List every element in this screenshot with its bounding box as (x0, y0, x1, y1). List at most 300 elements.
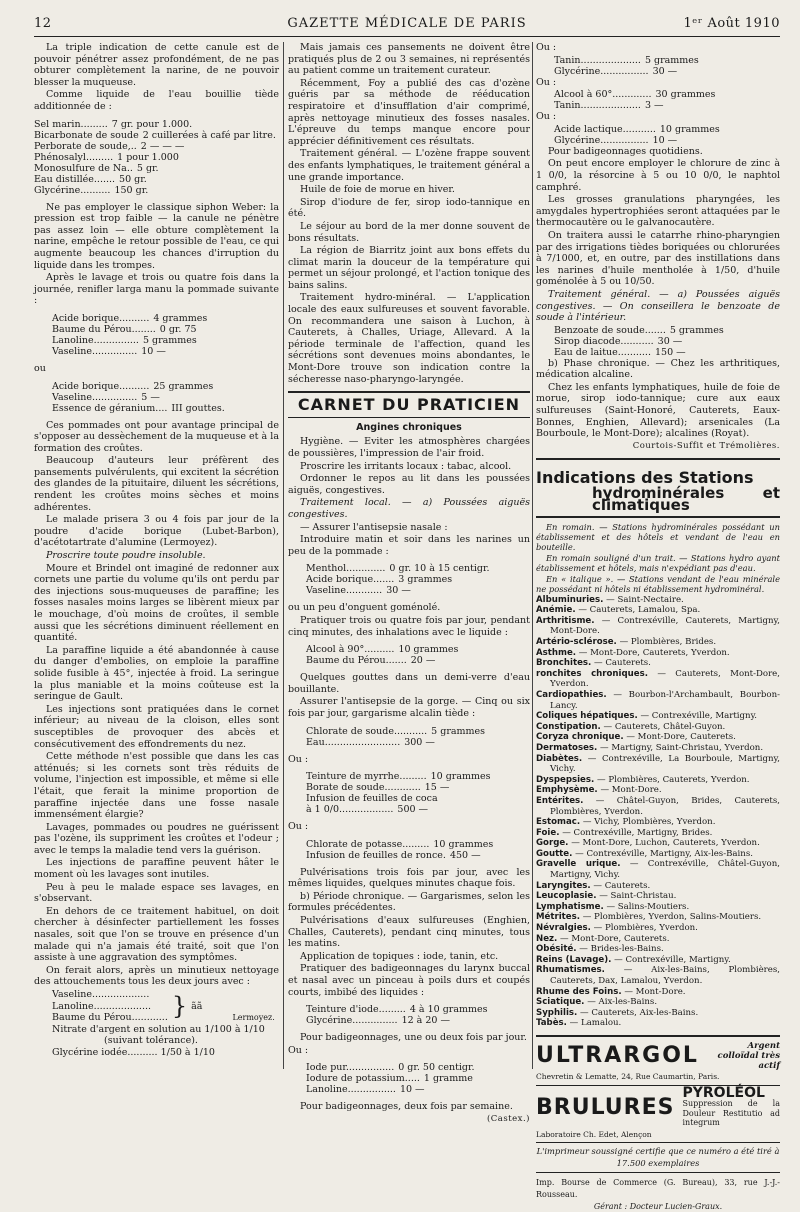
formula-line (306, 1073, 530, 1084)
ingredient: Teinture d'iode......... (306, 1004, 406, 1016)
indication: Constipation. (536, 721, 601, 732)
ingredient: Acide lactique........... (554, 123, 656, 135)
station-names: — Châtel-Guyon, Brides, Cauterets, Plombières, Yverdon. (550, 795, 781, 817)
ingredient: Alcool à 60°............. (554, 89, 652, 101)
quantity: 2 — — — (140, 140, 185, 152)
station-names: — Aix-les-Bains, Plombières, Cauterets, Dax, Lamalou, Yverdon. (550, 965, 781, 986)
formula-line (554, 66, 780, 77)
station-names: — Bourbon-l'Archambault, Bourbon-Lancy. (550, 689, 781, 711)
station-names: — Aix-les-Bains. (587, 997, 658, 1008)
station-names: — Cauterets, Lamalou, Spa. (578, 605, 701, 616)
station-entry (536, 881, 780, 892)
paragraph: Traitement local. — a) Poussées aiguës congestives. (288, 497, 530, 520)
station-names: — Mont-Dore, Cauterets. (560, 933, 670, 944)
station-entry (536, 987, 780, 998)
indication: Anémie. (536, 605, 576, 616)
formula-line (306, 644, 530, 655)
ingredient: Vaseline............... (52, 345, 138, 357)
indication: Leucoplasie. (536, 891, 597, 902)
issue-date: 1ᵉʳ Août 1910 (683, 16, 780, 31)
ingredient: Infusion de feuilles de coca (306, 793, 438, 805)
print-run-note: L'imprimeur soussigné certifie que ce numéro a été tiré à 17.500 exemplaires (536, 1146, 780, 1173)
quantity: 30 — (652, 65, 678, 77)
indication: Artério-sclérose. (536, 637, 617, 647)
station-names: — Cauterets. (593, 880, 651, 891)
station-entry (536, 775, 780, 786)
ingredient: Sel marin......... (34, 118, 108, 130)
formula-line: Nitrate d'argent en solution au 1/100 à 1/10 (52, 1023, 265, 1035)
quantity: 10 grammes (659, 123, 720, 135)
paragraph: Moure et Brindel ont imaginé de redonner aux cornets une partie du volume qu'ils ont perdu par des injections sous-muqueuses de paraffine; les fosses nasales moins larges se libèrent mieux par le mouchage, d'où moins de croûtes, il semble aussi que les sécrétions diminuent réellement en quantité. (34, 562, 279, 644)
ingredient: Phénosalyl......... (34, 151, 114, 163)
paragraph: On traitera aussi le catarrhe rhino-pharyngien par des irrigations tièdes boriquées ou chlorurées à 7/1000, et, en outre, par des instillations dans les narines d'huile mentholée à 1/50, d'huile goménolée à 5 ou 10/50. (536, 229, 780, 288)
station-names: — Contrexéville, Martigny. (640, 711, 758, 722)
station-entry (536, 796, 780, 817)
formula-line (306, 839, 530, 850)
indication: Nez. (536, 933, 558, 944)
station-names: — Mont-Dore. (624, 986, 686, 997)
formula-line (554, 135, 780, 146)
paragraph: — Assurer l'antisepsie nasale : (300, 521, 448, 533)
ad-details (682, 1084, 781, 1128)
station-entry (536, 912, 780, 923)
stations-title: Indications des Stations (536, 458, 780, 488)
formula (288, 839, 530, 861)
quantity: 5 grammes (669, 324, 724, 336)
quantity: 0 gr. 10 à 15 centigr. (389, 563, 490, 575)
ingredient: Alcool à 90°.......... (306, 644, 395, 656)
indication: Lymphatisme. (536, 901, 604, 912)
formula-line (34, 163, 279, 174)
station-names: — Contrexéville, Martigny, Aix-les-Bains. (575, 848, 753, 859)
legend-line: En romain souligné d'un trait. — Stations hydro ayant établissement et hôtels, mais n'expédiant pas d'eau. (536, 552, 780, 573)
ingredient: Iodure de potassium..... (306, 1073, 420, 1085)
indication: Obésité. (536, 944, 577, 955)
page-header (34, 8, 780, 37)
ingredient: Glycérine................ (554, 65, 649, 77)
formula (288, 771, 530, 815)
formula-line (306, 782, 530, 793)
quantity: 1 gramme (423, 1073, 473, 1085)
station-names: — Contrexéville, Martigny. (614, 954, 731, 965)
quantity: 150 — (654, 346, 686, 358)
paragraph: Huile de foie de morue en hiver. (300, 184, 455, 196)
paragraph: Pratiquer trois ou quatre fois par jour, pendant cinq minutes, des inhalations avec le liquide : (288, 614, 530, 638)
ingredient: à 1 0/0.................. (306, 804, 394, 816)
column-2 (288, 42, 530, 1126)
ad-tagline: Suppression de la Douleur Restitutio ad integrum (682, 1099, 780, 1128)
paragraph: Hygiène. — Eviter les atmosphères chargées de poussières, l'impression de l'air froid. (288, 436, 530, 459)
quantity: 300 — (404, 736, 435, 748)
ingredient: Eau......................... (306, 736, 401, 748)
paragraph: Pour badigeonnages, une ou deux fois par jour. (300, 1032, 527, 1044)
formula-line (52, 346, 279, 357)
station-entry (536, 965, 780, 986)
paragraph: Cette méthode n'est possible que dans les cas atténués; si les cornets sont très réduits de volume, l'injection est impossible, et même si elle l'était, que ferait la minime proportion de paraffine injectée dans une fosse nasale immensément élargie? (34, 751, 279, 821)
ingredient: Bicarbonate de soude (34, 129, 139, 141)
ingredient: Baume du Pérou........ (52, 323, 156, 335)
formula-line (306, 793, 530, 804)
station-names: — Contrexéville, Cauterets, Martigny, Mont-Dore. (550, 615, 780, 637)
formula-line (34, 119, 279, 130)
formula-line (554, 100, 780, 111)
quantity: 15 — (424, 782, 450, 794)
quantity: 30 — (386, 585, 411, 597)
quantity: 10 — (652, 134, 678, 146)
formula-line: (suivant tolérance). (104, 1035, 198, 1047)
station-names: — Cauterets, Mont-Dore, Yverdon. (550, 668, 780, 690)
ingredient: Sirop diacode........... (554, 335, 654, 347)
paragraph: Application de topiques : iode, tanin, etc. (300, 950, 499, 962)
or-label: Ou : (536, 76, 557, 88)
ingredient: Menthol............. (306, 563, 386, 575)
station-entry (536, 595, 780, 606)
ingredient: Lanoline................ (306, 1084, 396, 1096)
station-names: — Contrexéville, Châtel-Guyon, Martigny, Vichy. (550, 859, 780, 881)
ingredient: Infusion de feuilles de ronce. (306, 849, 446, 861)
paragraph: Chez les enfants lymphatiques, huile de foie de morue, sirop iodo-tannique; cure aux eaux sulfureuses (Saint-Honoré, Cauterets, Eaux-Bonnes, Enghien, Allevard); arsenicales (La Bourboule, le Mont-Dore); alcalines (Royat). (536, 381, 780, 440)
or-label: Ou : (536, 42, 557, 53)
formula (288, 1004, 530, 1026)
formula-line (52, 403, 279, 414)
quantity: 150 gr. (114, 184, 149, 196)
formula-line (554, 336, 780, 347)
formula (34, 989, 279, 1024)
paragraph: Beaucoup d'auteurs leur préfèrent des pansements pulvérulents, qui excitent la sécrétion des glandes de la pituitaire, diluent les sécrétions, rendent les croûtes moins sèches et moins adhérentes. (34, 455, 279, 513)
quantity: 4 à 10 grammes (409, 1004, 488, 1016)
quantity: 10 grammes (433, 838, 494, 850)
quantity: 5 grammes (644, 54, 699, 66)
quantity: 500 — (397, 804, 429, 816)
formula-line (554, 325, 780, 336)
formula-line (52, 313, 279, 324)
paragraph: Pulvérisations d'eaux sulfureuses (Enghien, Challes, Cauterets), pendant cinq minutes, tous les matins. (288, 915, 530, 950)
station-entry (536, 1008, 780, 1019)
formula-line: Glycérine iodée.......... 1/50 à 1/10 (52, 1046, 215, 1058)
ingredient: Chlorate de soude........... (306, 725, 428, 737)
formula-line (554, 124, 780, 135)
paragraph: Mais jamais ces pansements ne doivent être pratiqués plus de 2 ou 3 semaines, ni représentés au patient comme un traitement curateur. (288, 42, 530, 77)
formula-line (554, 347, 780, 358)
station-names: — Saint-Nectaire. (606, 594, 684, 605)
indication: Arthritisme. (536, 615, 595, 626)
ingredient: Glycérine................ (554, 134, 649, 146)
or-label: ou (34, 362, 46, 374)
author-signature: Courtois-Suffit et Trémolières. (632, 440, 780, 451)
station-names: — Contrexéville, Martigny, Brides. (562, 827, 713, 838)
station-names: — Brides-les-Bains. (579, 944, 664, 955)
formula-line (34, 185, 279, 196)
ingredient: Baume du Pérou............ (52, 1012, 168, 1024)
formula (536, 124, 780, 146)
indication: Gorge. (536, 838, 569, 849)
section-subtitle: Angines chroniques (356, 421, 462, 433)
indication: Coryza chronique. (536, 732, 624, 743)
ingredient: Essence de géranium.... (52, 402, 168, 414)
station-entry (536, 955, 780, 966)
station-names: — Martigny, Saint-Christau, Yverdon. (600, 742, 764, 753)
column-1 (34, 42, 279, 1059)
station-entry (536, 722, 780, 733)
quantity: 3 — (644, 100, 664, 112)
formula-line (34, 174, 279, 185)
paragraph: Les grosses granulations pharyngées, les amygdales hypertrophiées seront attaquées par le thermocautère ou le galvanocautère. (536, 194, 780, 229)
station-entry (536, 828, 780, 839)
station-entry (536, 785, 780, 796)
formula-line (52, 381, 279, 392)
quantity: 5 grammes (142, 334, 197, 346)
indication: Névralgies. (536, 923, 591, 934)
ingredient: Iode pur................ (306, 1062, 395, 1074)
station-entry (536, 838, 780, 849)
paragraph: Les injections de paraffine peuvent hâter le moment où les lavages sont inutiles. (34, 857, 279, 881)
station-names: — Mont-Dore. (600, 785, 662, 796)
quantity: 10 — (399, 1084, 425, 1096)
station-names: — Lamalou. (569, 1018, 622, 1029)
station-entry (536, 732, 780, 743)
formula-line (306, 850, 530, 861)
formula (288, 1062, 530, 1095)
paragraph: Récemment, Foy a publié des cas d'ozène guéris par sa méthode de rééducation respiratoire et d'insufflation d'air comprimé, après nettoyage minutieux des fosses nasales. L'épreuve du temps manque encore pour apprécier définitivement ces résultats. (288, 77, 530, 147)
ingredient: Acide borique....... (306, 574, 395, 586)
ingredient: Eau de laitue........... (554, 346, 651, 358)
ingredient: Lanoline............... (52, 334, 139, 346)
station-entry (536, 658, 780, 669)
indication: Gravelle urique. (536, 859, 621, 870)
paragraph: Assurer l'antisepsie de la gorge. — Cinq ou six fois par jour, gargarisme alcalin tiède : (288, 696, 530, 719)
station-names: — Mont-Dore, Cauterets. (626, 732, 736, 743)
manager-line: Gérant : Docteur Lucien-Graux. (593, 1201, 723, 1211)
paragraph: Traitement hydro-minéral. — L'application locale des eaux sulfureuses et souvent favorable. On recommandera une saison à Luchon, à Cauterets, à Challes, Uriage, Allevard. A la période terminale de l'affection, quand les sécrétions sont devenues moins abondantes, le Mont-Dore trouve son indication contre la sécheresse naso-pharyngo-laryngée. (288, 292, 530, 385)
indication: Laryngites. (536, 880, 591, 891)
formula-line (52, 335, 279, 346)
station-entry (536, 690, 780, 711)
paragraph: En dehors de ce traitement habituel, on doit chercher à désinfecter partiellement les fosses nasales, soit que l'on se trouve en présence d'un malade qui n'a jamais été traité, soit que l'on assiste à une aggravation des symptômes. (34, 905, 279, 964)
indication: Albuminuries. (536, 594, 604, 605)
ad-ultrargol (536, 1035, 780, 1071)
ingredient: Vaseline............... (52, 391, 138, 403)
ad-brand: ULTRARGOL (536, 1043, 699, 1069)
formula-line (52, 392, 279, 403)
station-entry (536, 1018, 780, 1029)
ingredient: Tanin.................... (554, 54, 641, 66)
formula (288, 726, 530, 748)
quantity: 5 gr. (136, 162, 159, 174)
indication: Coliques hépatiques. (536, 711, 638, 722)
stations-list (536, 595, 780, 1029)
quantity: 10 grammes (398, 644, 459, 656)
station-entry (536, 605, 780, 616)
or-label: Ou : (536, 111, 557, 123)
formula-line (306, 737, 530, 748)
paragraph: Introduire matin et soir dans les narines un peu de la pommade : (288, 534, 530, 557)
station-names: — Mont-Dore, Luchon, Cauterets, Yverdon. (571, 838, 760, 849)
formula-line (306, 1084, 530, 1095)
or-label: Ou : (288, 1044, 309, 1056)
indication: Syphilis. (536, 1007, 578, 1018)
formula-line (306, 655, 530, 666)
ingredient: Teinture de myrrhe......... (306, 771, 427, 783)
formula-line (554, 55, 780, 66)
paragraph: b) Phase chronique. — Chez les arthritiques, médication alcaline. (536, 357, 780, 381)
paragraph: La triple indication de cette canule est de pouvoir pénétrer assez profondément, de ne pas obturer complètement la narine, de ne pouvoir blesser la muqueuse. (34, 42, 279, 88)
paragraph: Pour badigeonnages, deux fois par semaine. (300, 1101, 513, 1113)
indication: Reins (Lavage). (536, 954, 612, 965)
formula-line (306, 585, 530, 596)
indication: Rhume des Foins. (536, 986, 622, 997)
formula-quantity: ãã (191, 1000, 203, 1012)
formula-line (306, 1062, 530, 1073)
indication: Cardiopathies. (536, 689, 607, 700)
ingredient: Eau distillée....... (34, 173, 116, 185)
paragraph: Proscrire les irritants locaux : tabac, alcool. (300, 460, 512, 472)
indication: Goutte. (536, 848, 573, 859)
paragraph: Proscrire toute poudre insoluble. (46, 550, 206, 562)
formula-line (554, 89, 780, 100)
station-names: — Vichy, Plombières, Yverdon. (582, 817, 716, 828)
quantity: 10 — (141, 345, 166, 357)
formula-line (306, 804, 530, 815)
paragraph: Ces pommades ont pour avantage principal de s'opposer au dessèchement de la muqueuse et à la formation des croûtes. (34, 419, 279, 454)
formula (34, 119, 279, 196)
quantity: 1 pour 1.000 (117, 151, 179, 163)
paragraph: Traitement général. — L'ozène frappe souvent des enfants lymphatiques, le traitement général a une grande importance. (288, 148, 530, 183)
station-names: — Plombières, Yverdon. (593, 923, 698, 934)
ingredient: Benzoate de soude....... (554, 324, 666, 336)
station-entry (536, 859, 780, 880)
ad-brand: BRULURES (536, 1095, 675, 1121)
paragraph: On peut encore employer le chlorure de zinc à 1 0/0, la résorcine à 5 ou 10 0/0, le naphtol camphré. (536, 158, 780, 193)
quantity: 7 gr. pour 1.000. (111, 118, 193, 130)
station-entry (536, 849, 780, 860)
formula-line (306, 563, 530, 574)
station-names: — Cauterets, Châtel-Guyon. (603, 721, 726, 732)
ad-pyroleol (536, 1084, 780, 1128)
station-entry (536, 997, 780, 1008)
quantity: III gouttes. (171, 402, 225, 414)
paragraph: Comme liquide de l'eau bouillie tiède additionnée de : (34, 89, 279, 112)
indication: Métrites. (536, 912, 580, 923)
station-names: — Plombières, Brides. (619, 637, 717, 647)
station-entry (536, 817, 780, 828)
station-entry (536, 743, 780, 754)
formula-line (306, 771, 530, 782)
formula-line (34, 141, 279, 152)
stations-subtitle: hydrominérales et climatiques (536, 488, 780, 517)
formula-line (306, 574, 530, 585)
station-entry (536, 944, 780, 955)
formula (34, 313, 279, 357)
legend-line: En romain. — Stations hydrominérales possédant un établissement et des hôtels et vendant de l'eau en bouteille. (536, 521, 780, 552)
station-entry (536, 637, 780, 648)
indication: Diabètes. (536, 753, 583, 764)
paragraph: Ordonner le repos au lit dans les poussées aiguës, congestives. (288, 473, 530, 496)
quantity: 25 grammes (153, 380, 214, 392)
ingredient: Perborate de soude,.. (34, 140, 137, 152)
ingredient: Vaseline................... (52, 989, 150, 1000)
ingredient: Acide borique.......... (52, 380, 150, 392)
ad-tagline: Argent colloïdal très actif (717, 1040, 780, 1071)
quantity: 10 grammes (430, 771, 491, 783)
paragraph: Quelques gouttes dans un demi-verre d'eau bouillante. (288, 672, 530, 695)
formula (34, 381, 279, 414)
quantity: 0 gr. 50 centigr. (398, 1062, 475, 1074)
station-names: — Saint-Christau. (599, 891, 677, 902)
formula-line (306, 1015, 530, 1026)
quantity: 0 gr. 75 (159, 323, 197, 335)
legend-line: En « italique ». — Stations vendant de l'eau minérale ne possédant ni hôtels ni établissement hydrominéral. (536, 573, 780, 594)
indication: Asthme. (536, 647, 577, 658)
formula-line (306, 726, 530, 737)
station-names: — Mont-Dore, Cauterets, Yverdon. (578, 647, 730, 658)
paragraph: Traitement général. — a) Poussées aiguës congestives. — On conseillera le benzoate de soude à l'intérieur. (536, 288, 780, 324)
station-names: — Salins-Moutiers. (606, 901, 690, 912)
paragraph: Pour badigeonnages quotidiens. (548, 145, 703, 157)
station-entry (536, 923, 780, 934)
column-3 (536, 42, 780, 1212)
quantity: 3 grammes (398, 574, 453, 586)
column-rule (532, 42, 533, 1069)
quantity: 2 cuillerées à café par litre. (142, 129, 276, 141)
indication: Sciatique. (536, 997, 585, 1008)
paragraph: La paraffine liquide a été abandonnée à cause du danger d'embolies, on emploie la paraffine solide fusible à 45°, injectée à froid. La seringue la plus maniable et la moins coûteuse est la seringue de Gault. (34, 644, 279, 703)
indication: Dermatoses. (536, 742, 598, 753)
author-attribution: Lermoyez. (232, 1013, 275, 1023)
station-entry (536, 891, 780, 902)
quantity: 50 gr. (119, 173, 147, 185)
paragraph: Peu à peu le malade espace ses lavages, en s'observant. (34, 881, 279, 905)
station-entry (536, 934, 780, 945)
formula-line (52, 324, 279, 335)
station-entry (536, 669, 780, 690)
station-names: — Cauterets, Aix-les-Bains. (580, 1007, 699, 1018)
station-names: — Plombières, Cauterets, Yverdon. (597, 774, 750, 785)
formula-line (34, 130, 279, 141)
paragraph: Le séjour au bord de la mer donne souvent de bons résultats. (288, 220, 530, 244)
paragraph: ou un peu d'onguent goménolé. (288, 602, 441, 614)
ad-laboratory: Laboratoire Ch. Edet, Alençon (536, 1129, 780, 1144)
paragraph: Après le lavage et trois ou quatre fois dans la journée, renifler larga manu la pommade suivante : (34, 272, 279, 307)
ingredient: Chlorate de potasse......... (306, 838, 430, 850)
quantity: 450 — (449, 849, 481, 861)
quantity: 5 — (141, 391, 160, 403)
station-entry (536, 616, 780, 637)
column-rule (283, 42, 284, 1069)
ingredient: Vaseline............ (306, 585, 383, 597)
formula (536, 89, 780, 111)
author-signature: (Castex.) (486, 1114, 530, 1124)
paragraph: La région de Biarritz joint aux bons effets du climat marin la douceur de la température qui permet un séjour prolongé, et l'action tonique des bains salins. (288, 245, 530, 291)
ingredient: Acide borique.......... (52, 312, 150, 324)
formula (536, 325, 780, 358)
indication: Rhumatismes. (536, 965, 605, 976)
formula (536, 55, 780, 77)
ingredient: Tanin.................... (554, 100, 641, 112)
indication: Emphysème. (536, 785, 598, 796)
station-entry (536, 754, 780, 775)
or-label: Ou : (288, 821, 309, 833)
paragraph: Les injections sont pratiquées dans le cornet inférieur; au niveau de la cloison, elles sont susceptibles de provoquer des abcès et consécutivement des effondrements du nez. (34, 703, 279, 750)
printer-line: Imp. Bourse de Commerce (G. Bureau), 33, rue J.-J.-Rousseau. (536, 1178, 780, 1199)
station-names: — Contrexéville, La Bourboule, Martigny, Vichy. (550, 753, 781, 775)
paragraph: On ferait alors, après un minutieux nettoyage des attouchements tous les deux jours avec : (34, 964, 279, 988)
indication: Foie. (536, 827, 560, 838)
ad-product: PYROLÉOL (682, 1084, 765, 1101)
indication: Bronchites. (536, 658, 592, 669)
paragraph: Ne pas employer le classique siphon Weber: la pression est trop faible — la canule ne pénètre pas assez loin — elle obture complètement la narine, empêche le retour possible de l'eau, ce qui augmente beaucoup les chances d'irruption du liquide dans les trompes. (34, 201, 279, 271)
station-names: — Cauterets. (594, 658, 651, 669)
paragraph: Pulvérisations trois fois par jour, avec les mêmes liquides, quelques minutes chaque fois. (288, 866, 530, 890)
